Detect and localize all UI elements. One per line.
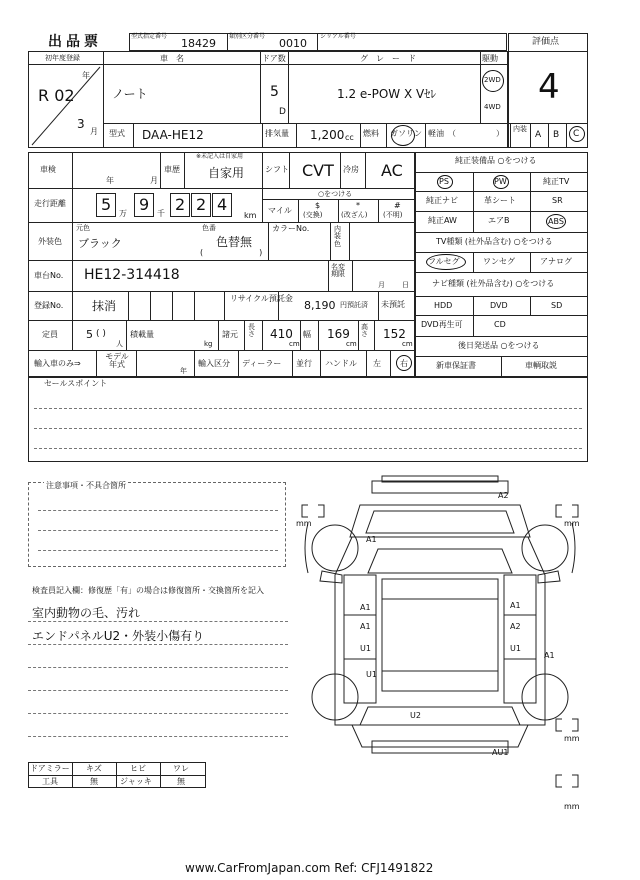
mileage-digit-1: 5 bbox=[101, 195, 112, 214]
bracket bbox=[556, 719, 562, 731]
tv-type-label: TV種類 (社外品含む) ○をつける bbox=[436, 237, 553, 246]
model-label: 型式 bbox=[109, 129, 125, 138]
mm-bottom-right: mm bbox=[564, 802, 580, 811]
mileage-sen: 千 bbox=[157, 209, 165, 218]
meter-unknown-sym: # bbox=[394, 201, 401, 210]
load-unit: kg bbox=[204, 340, 213, 348]
mileage-digit-3: 2 bbox=[175, 195, 186, 214]
recycle-unit: 円預託済 bbox=[340, 301, 368, 309]
first-reg-label: 初年度登録 bbox=[45, 54, 80, 62]
displacement-label: 排気量 bbox=[265, 129, 289, 138]
history-note: ※未記入は自家用 bbox=[196, 153, 244, 160]
hood bbox=[350, 505, 530, 537]
displacement-value: 1,200 bbox=[310, 128, 345, 142]
inspector-note: 検査員記入欄：修復歴「有」の場合は修復箇所・交換箇所を記入 bbox=[32, 586, 264, 595]
chassis-value: HE12-314418 bbox=[84, 267, 180, 283]
model-year-unit: 年 bbox=[180, 367, 187, 375]
name-change-day: 日 bbox=[402, 281, 409, 289]
registration-label: 登録No. bbox=[34, 301, 64, 310]
meter-note: ○をつける bbox=[318, 190, 353, 198]
ac-value: AC bbox=[381, 161, 403, 180]
serial-label: シリアル番号 bbox=[320, 33, 356, 40]
score-value: 4 bbox=[538, 67, 560, 107]
color-value: ブラック bbox=[78, 237, 122, 250]
interior-c: C bbox=[573, 129, 580, 139]
fuel-diesel: 軽油 bbox=[428, 129, 444, 138]
equip-sr: SR bbox=[552, 196, 563, 205]
first-reg-divider bbox=[30, 65, 102, 147]
meter-tamper-sym: * bbox=[356, 201, 360, 210]
tv-analog: アナログ bbox=[540, 257, 572, 266]
sales-points-box bbox=[28, 377, 588, 462]
body-outline bbox=[335, 537, 545, 725]
inspection-label: 車検 bbox=[40, 165, 56, 174]
car-name-label: 車 名 bbox=[160, 54, 184, 63]
left-mirror bbox=[320, 571, 342, 583]
type-no: 18429 bbox=[181, 37, 216, 50]
capacity-label: 定員 bbox=[42, 330, 58, 339]
width-cm: cm bbox=[346, 340, 357, 348]
repaint-value: 色替無 bbox=[216, 235, 253, 249]
handle-right: 右 bbox=[400, 359, 408, 368]
front-bumper bbox=[372, 481, 508, 493]
navi-dvd: DVD bbox=[490, 301, 508, 310]
legend-scratch: キズ bbox=[86, 764, 102, 773]
length-cm: cm bbox=[289, 340, 300, 348]
legend-jack-val: 無 bbox=[177, 777, 185, 786]
length-label: 長さ bbox=[248, 323, 255, 338]
genuine-label: 純正装備品 ○をつける bbox=[455, 156, 537, 165]
model-year-label: モデル年式 bbox=[105, 352, 129, 369]
import-label: 輸入車のみ⇒ bbox=[34, 359, 81, 368]
inspection-month: 月 bbox=[150, 176, 158, 185]
damage-a2-front: A2 bbox=[498, 491, 509, 500]
meter-mile: マイル bbox=[268, 206, 292, 215]
mileage-digit-2: 9 bbox=[139, 195, 150, 214]
drive-label: 駆動 bbox=[482, 54, 498, 63]
handle-label: ハンドル bbox=[325, 359, 357, 368]
mileage-digit-5: 4 bbox=[217, 195, 228, 214]
orig-color-label: 元色 bbox=[76, 224, 90, 232]
front-right-wheel bbox=[522, 525, 568, 571]
meter-tamper: (改ざん) bbox=[341, 211, 368, 219]
grade-value: 1.2 e-POW X Vｾﾚ bbox=[337, 87, 437, 101]
damage-a1-right: A1 bbox=[510, 601, 521, 610]
mm-front-right: mm bbox=[564, 519, 580, 528]
height-cm: cm bbox=[402, 340, 413, 348]
bracket bbox=[572, 719, 578, 731]
interior-color-label: 内装色 bbox=[334, 225, 341, 248]
width-label: 幅 bbox=[303, 330, 311, 339]
chassis-label: 車台No. bbox=[34, 271, 64, 280]
navi-hdd: HDD bbox=[434, 301, 453, 310]
damage-a1-rear-right: A1 bbox=[544, 651, 555, 660]
shift-value: CVT bbox=[302, 161, 334, 180]
length-value: 410 bbox=[270, 327, 293, 341]
mileage-label: 走行距離 bbox=[34, 199, 66, 208]
score-label: 評価点 bbox=[532, 37, 560, 47]
left-rear-door bbox=[344, 659, 376, 703]
shift-label: シフト bbox=[265, 165, 289, 174]
damage-u1-right: U1 bbox=[510, 644, 521, 653]
mileage-man: 万 bbox=[119, 209, 127, 218]
windshield bbox=[368, 549, 512, 573]
equip-abs: ABS bbox=[548, 217, 564, 226]
equip-ps: PS bbox=[439, 177, 449, 186]
bracket bbox=[302, 505, 308, 517]
grade-label: グ レ ー ド bbox=[360, 54, 416, 63]
interior-a: A bbox=[535, 130, 542, 140]
recycle-value: 8,190 bbox=[304, 299, 336, 312]
color-no-label: 色番 bbox=[202, 224, 216, 232]
import-class-label: 輸入区分 bbox=[198, 359, 230, 368]
recycle-unpaid: 未預託 bbox=[381, 300, 405, 309]
fuel-label: 燃料 bbox=[363, 129, 379, 138]
notes-box bbox=[28, 482, 286, 567]
damage-a1-left-2: A1 bbox=[360, 622, 371, 631]
import-parallel: 並行 bbox=[296, 359, 312, 368]
handle-left: 左 bbox=[373, 359, 381, 368]
later-manual: 車輌取説 bbox=[525, 361, 557, 370]
drive-2wd: 2WD bbox=[484, 76, 501, 84]
meter-exchange: (交換) bbox=[303, 211, 323, 219]
month-suffix: 月 bbox=[90, 127, 98, 136]
legend-jack: ジャッキ bbox=[120, 777, 152, 786]
first-reg-month: 3 bbox=[77, 117, 85, 131]
capacity-value: 5 bbox=[86, 328, 93, 341]
color-code-label: カラーNo. bbox=[272, 224, 310, 233]
mileage-digit-4: 2 bbox=[196, 195, 207, 214]
navi-sd: SD bbox=[551, 301, 563, 310]
damage-a1-fender: A1 bbox=[366, 535, 377, 544]
meter-exchange-sym: $ bbox=[315, 201, 321, 210]
navi-dvd-player: DVD再生可 bbox=[421, 320, 463, 329]
equip-aw: 純正AW bbox=[428, 216, 457, 225]
doors-label: ドア数 bbox=[262, 54, 286, 63]
import-dealer: ディーラー bbox=[242, 359, 282, 368]
displacement-unit: cc bbox=[345, 133, 354, 142]
recycle-label: リサイクル預託金 bbox=[230, 294, 293, 303]
class-no-label: 類別区分番号 bbox=[229, 33, 266, 40]
color-label: 外装色 bbox=[38, 237, 62, 246]
damage-a2-right: A2 bbox=[510, 622, 521, 631]
interior-b: B bbox=[553, 130, 560, 140]
inspection-year: 年 bbox=[106, 176, 114, 185]
equip-airbag: エアB bbox=[488, 216, 510, 225]
equip-tv: 純正TV bbox=[543, 177, 570, 186]
door-type: D bbox=[279, 107, 286, 117]
form-title: 出品票 bbox=[48, 34, 102, 50]
equip-leather: 革シート bbox=[484, 196, 516, 205]
trunk bbox=[352, 725, 528, 747]
type-no-label: 型式指定番号 bbox=[131, 33, 168, 40]
name-change-label: 名変期限 bbox=[331, 263, 345, 278]
model-value: DAA-HE12 bbox=[142, 128, 204, 142]
width-value: 169 bbox=[327, 327, 350, 341]
mm-front-left: mm bbox=[296, 519, 312, 528]
bracket bbox=[556, 505, 562, 517]
front-left-wheel bbox=[312, 525, 358, 571]
size-label: 諸元 bbox=[222, 330, 238, 339]
damage-u1-rear-left: U1 bbox=[366, 670, 377, 679]
capacity-unit: ( ) bbox=[96, 329, 106, 339]
legend-break: ワレ bbox=[173, 764, 189, 773]
front-right-fender bbox=[572, 523, 575, 573]
capacity-person: 人 bbox=[116, 340, 123, 348]
right-mirror bbox=[538, 571, 560, 583]
height-label: 高さ bbox=[361, 323, 368, 338]
damage-a1-left-1: A1 bbox=[360, 603, 371, 612]
bracket bbox=[572, 775, 578, 787]
history-value: 自家用 bbox=[208, 166, 245, 180]
damage-u1-left: U1 bbox=[360, 644, 371, 653]
height-value: 152 bbox=[383, 327, 406, 341]
class-no: 0010 bbox=[279, 37, 307, 50]
mm-rear-right: mm bbox=[564, 734, 580, 743]
tv-fullseg: フルセグ bbox=[428, 257, 460, 266]
ac-label: 冷房 bbox=[343, 165, 359, 174]
later-warranty: 新車保証書 bbox=[436, 361, 476, 370]
front-left-fender bbox=[305, 523, 308, 573]
mileage-unit: km bbox=[244, 211, 257, 220]
bracket bbox=[556, 775, 562, 787]
meter-unknown: (不明) bbox=[383, 211, 403, 219]
bracket bbox=[318, 505, 324, 517]
legend-tools-val: 無 bbox=[90, 777, 98, 786]
interior-label: 内装 bbox=[513, 125, 527, 133]
equip-navi: 純正ナビ bbox=[426, 196, 458, 205]
footer-ref: www.CarFromJapan.com Ref: CFJ1491822 bbox=[185, 861, 434, 875]
first-reg-year: R 02 bbox=[38, 86, 75, 105]
load-label: 積載量 bbox=[130, 330, 154, 339]
sales-points-label: セールスポイント bbox=[44, 379, 108, 388]
tv-oneseg: ワンセグ bbox=[483, 257, 515, 266]
drive-4wd: 4WD bbox=[484, 103, 501, 111]
year-suffix: 年 bbox=[82, 71, 90, 80]
doors-value: 5 bbox=[270, 84, 279, 100]
damage-u2-rear: U2 bbox=[410, 711, 421, 720]
inspector-line-2: エンドパネルU2・外装小傷有り bbox=[32, 629, 205, 643]
damage-au1-bumper: AU1 bbox=[492, 748, 509, 757]
color-paren: ( ) bbox=[200, 248, 263, 257]
notes-title: 注意事項・不具合箇所 bbox=[46, 481, 126, 490]
roof bbox=[382, 579, 498, 691]
navi-type-label: ナビ種類 (社外品含む) ○をつける bbox=[432, 279, 555, 288]
legend-tools: 工具 bbox=[42, 777, 58, 786]
fuel-gas: ガソリン bbox=[390, 129, 422, 138]
right-rear-door bbox=[504, 659, 536, 703]
legend-crack: ヒビ bbox=[130, 764, 146, 773]
rear-glass bbox=[360, 707, 520, 725]
equip-pw: PW bbox=[494, 177, 507, 186]
fuel-paren: （ ） bbox=[448, 129, 504, 138]
inspector-line-1: 室内動物の毛、汚れ bbox=[32, 606, 141, 620]
hood-inner bbox=[366, 511, 514, 533]
car-damage-diagram bbox=[290, 475, 590, 815]
name-change-month: 月 bbox=[378, 281, 385, 289]
navi-cd: CD bbox=[494, 320, 506, 329]
bracket bbox=[572, 505, 578, 517]
legend-mirror: ドアミラー bbox=[30, 764, 70, 773]
registration-value: 抹消 bbox=[92, 299, 117, 313]
history-label: 車歴 bbox=[164, 165, 180, 174]
later-label: 後日発送品 ○をつける bbox=[458, 341, 540, 350]
car-name: ノート bbox=[112, 87, 148, 101]
